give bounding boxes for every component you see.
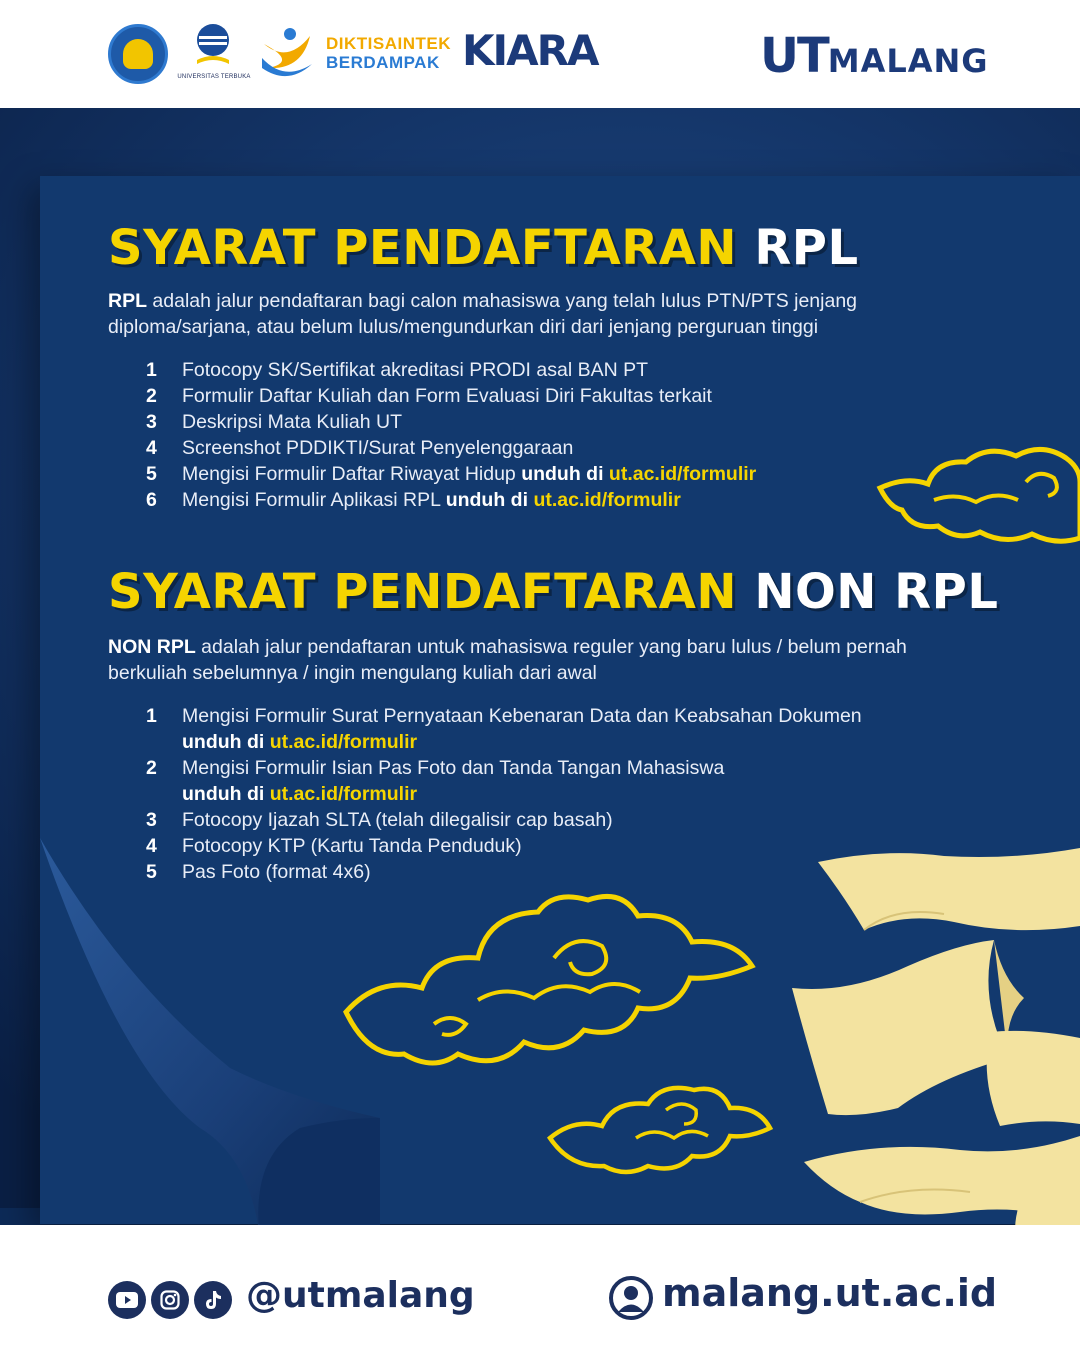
formulir-link[interactable]: ut.ac.id/formulir xyxy=(269,783,418,805)
footer xyxy=(0,1225,1080,1350)
social-handle[interactable]: @utmalang xyxy=(246,1275,475,1316)
website-link[interactable]: malang.ut.ac.id xyxy=(662,1271,998,1315)
item-text: Mengisi Formulir Surat Pernyataan Kebenaran Data dan Keabsahan Dokumen xyxy=(182,705,862,727)
list-item xyxy=(146,807,1006,833)
item-number: 1 xyxy=(146,705,157,727)
nonrpl-title-white: NON RPL xyxy=(754,564,999,620)
item-text: Mengisi Formulir Isian Pas Foto dan Tanda Tangan Mahasiswa xyxy=(182,757,725,779)
kiara-logo: KIARA xyxy=(462,26,598,75)
universitas-terbuka-logo-icon xyxy=(193,22,233,72)
ut-logo-caption: UNIVERSITAS TERBUKA xyxy=(177,74,251,80)
list-item xyxy=(146,383,1006,409)
nonrpl-description xyxy=(108,634,978,686)
diktis-line1: DIKTISAINTEK xyxy=(326,34,451,53)
diktisaintek-swoosh-icon xyxy=(258,24,316,82)
list-item xyxy=(146,703,1006,755)
list-item xyxy=(146,357,1006,383)
item-text: Mengisi Formulir Aplikasi RPL xyxy=(182,489,446,511)
item-text: Fotocopy Ijazah SLTA (telah dilegalisir cap basah) xyxy=(182,809,613,831)
paper-sheet-icon xyxy=(980,1028,1080,1128)
item-number: 4 xyxy=(146,437,157,459)
item-bold: unduh di xyxy=(182,783,270,805)
universitas-terbuka-logo xyxy=(175,22,253,86)
main-stage xyxy=(0,108,1080,1225)
item-text: Fotocopy SK/Sertifikat akreditasi PRODI asal BAN PT xyxy=(182,359,649,381)
formulir-link[interactable]: ut.ac.id/formulir xyxy=(608,463,757,485)
item-number: 1 xyxy=(146,359,157,381)
cloud-ornament-small-icon xyxy=(544,1076,776,1182)
item-bold: unduh di xyxy=(182,731,270,753)
rpl-desc-bold: RPL xyxy=(108,290,147,312)
diktisaintek-logo xyxy=(258,24,451,82)
item-text: Pas Foto (format 4x6) xyxy=(182,861,371,883)
item-number: 2 xyxy=(146,385,157,407)
ut-malang-logo xyxy=(760,28,989,84)
list-item xyxy=(146,755,1006,807)
item-bold: unduh di xyxy=(521,463,609,485)
kemdikbud-emblem-icon xyxy=(108,24,168,84)
website-person-icon xyxy=(608,1275,654,1321)
ut-malang-logo-ut: UT xyxy=(760,28,828,84)
item-number: 2 xyxy=(146,757,157,779)
nonrpl-desc-bold: NON RPL xyxy=(108,636,196,658)
ut-malang-logo-malang: MALANG xyxy=(827,42,989,80)
formulir-link[interactable]: ut.ac.id/formulir xyxy=(269,731,418,753)
item-number: 4 xyxy=(146,835,157,857)
item-bold: unduh di xyxy=(445,489,534,511)
rpl-desc-text: adalah jalur pendaftaran bagi calon mahasiswa yang telah lulus PTN/PTS jenjang diploma/sarjana, atau belum lulus/mengundurkan diri dari jenjang perguruan tinggi xyxy=(108,290,858,338)
item-text: Mengisi Formulir Daftar Riwayat Hidup xyxy=(182,463,522,485)
item-number: 5 xyxy=(146,861,157,883)
instagram-icon[interactable] xyxy=(151,1281,189,1319)
item-text: Fotocopy KTP (Kartu Tanda Penduduk) xyxy=(182,835,522,857)
item-number: 3 xyxy=(146,411,157,433)
youtube-icon[interactable] xyxy=(108,1281,146,1319)
rpl-title-yellow: SYARAT PENDAFTARAN xyxy=(108,220,738,276)
cloud-ornament-icon xyxy=(876,438,1080,550)
item-number: 6 xyxy=(146,489,157,511)
rpl-title-white: RPL xyxy=(754,220,859,276)
item-number: 3 xyxy=(146,809,157,831)
diktis-line2: BERDAMPAK xyxy=(326,53,440,72)
nonrpl-desc-text: adalah jalur pendaftaran untuk mahasiswa reguler yang baru lulus / belum pernah berkuliah sebelumnya / ingin mengulang kuliah dari awal xyxy=(108,636,907,684)
item-text: Deskripsi Mata Kuliah UT xyxy=(182,411,402,433)
rpl-description xyxy=(108,288,978,340)
list-item xyxy=(146,409,1006,435)
rpl-title xyxy=(108,220,859,276)
item-text: Screenshot PDDIKTI/Surat Penyelenggaraan xyxy=(182,437,574,459)
tiktok-icon[interactable] xyxy=(194,1281,232,1319)
cloud-ornament-large-icon xyxy=(338,888,760,1088)
paper-sheet-icon xyxy=(814,846,1080,936)
header xyxy=(0,0,1080,108)
item-text: Formulir Daftar Kuliah dan Form Evaluasi Diri Fakultas terkait xyxy=(182,385,712,407)
item-number: 5 xyxy=(146,463,157,485)
formulir-link[interactable]: ut.ac.id/formulir xyxy=(533,489,681,511)
nonrpl-title xyxy=(108,564,999,620)
nonrpl-title-yellow: SYARAT PENDAFTARAN xyxy=(108,564,738,620)
